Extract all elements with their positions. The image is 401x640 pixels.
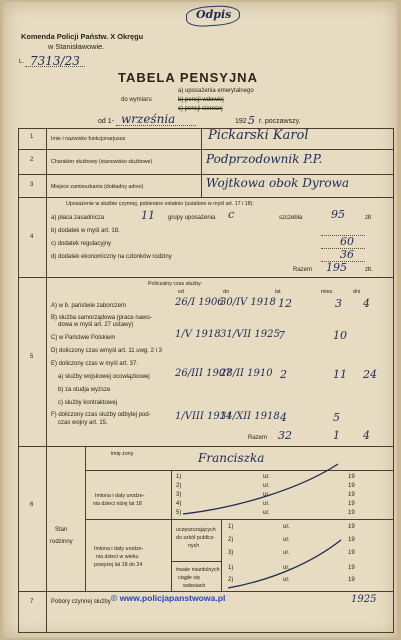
row-5-total-months: 1 <box>333 429 340 442</box>
child-1-number: 1) <box>176 474 182 480</box>
row-6-ages-label-1: Imiona i daty urodze- <box>94 546 144 552</box>
row-6-school-label-3: nych <box>188 543 200 549</box>
row-5-a-label: A) w b. państwie zaborczem <box>51 303 127 309</box>
reg-prefix: L. <box>19 59 25 65</box>
child-5-ur: ur. <box>263 510 270 516</box>
row-5-f-label-2: czas wojny art. 15. <box>58 420 108 426</box>
row-5-eb-label: b) za studja wyższe <box>58 387 111 393</box>
older-child-4-year: 19 <box>348 565 355 571</box>
row-4-a-amount: 95 <box>331 208 345 221</box>
row-1-value: Pickarski Karol <box>208 128 309 143</box>
older-child-5-year: 19 <box>348 577 355 583</box>
child-5-number: 5) <box>176 510 182 516</box>
row-5-a-from: 26/I 1906 <box>175 297 224 308</box>
row-5-b-label-1: B) służba samorządowa (prace nawo- <box>51 315 152 321</box>
row-2-number: 2 <box>30 157 34 163</box>
row-6-school-label-1: uczęszczających <box>176 527 216 533</box>
row-6-incapable-label-2: ciągłe się <box>178 575 201 581</box>
org-line-2: w Stanisławowie. <box>48 42 105 51</box>
row-5-d-label: D) doliczony czas wmyśl art. 11 uwg. 2 i 3 <box>51 348 162 354</box>
child-4-number: 4) <box>176 501 182 507</box>
row-5-a-years: 12 <box>278 297 292 310</box>
row-6-incapable-label-3: wdaniach <box>183 583 206 589</box>
row-5-b-label-2: dowa w myśl art. 27 ustawy) <box>58 322 134 328</box>
row-4-a-label: a) płaca zasadnicza <box>51 215 105 221</box>
row-4-c-amount: 60 <box>340 235 354 248</box>
row-5-a-to: 30/IV 1918 <box>220 297 276 308</box>
row-5-ea-years: 2 <box>280 368 287 381</box>
older-child-5-ur: ur. <box>283 577 290 583</box>
row-6-children18-label-2: nia dzieci niżej lat 18 <box>93 501 142 507</box>
older-child-3-number: 3) <box>228 550 234 556</box>
row-7-label: Pobory czynnej służby <box>51 599 111 605</box>
child-3-year: 19 <box>348 492 355 498</box>
row-6-number: 6 <box>30 502 34 508</box>
row-5-a-days: 4 <box>363 297 370 310</box>
date-year-suffix: 5 <box>248 114 255 127</box>
title-line-a: a) uposażenia emerytalnego <box>178 88 254 94</box>
older-child-4-number: 1) <box>228 565 234 571</box>
row-7-number: 7 <box>30 599 34 605</box>
row-4-b-label: b) dodatek w myśl art. 18. <box>51 228 120 234</box>
date-year-prefix: 192 <box>235 118 247 125</box>
row-5-ea-label: a) służby wojskowej ocowiązkowej <box>58 374 150 380</box>
title-line-c: c) pensji sierocej <box>178 106 223 112</box>
row-4-a-stage: szczebla <box>279 215 303 221</box>
row-1-number: 1 <box>30 134 34 140</box>
row-4-c-label: c) dodatek regulacyjny <box>51 241 112 247</box>
older-child-1-year: 19 <box>348 524 355 530</box>
title-line-b: b) pensji wdowiej <box>178 97 224 103</box>
cross-out-strokes <box>3 2 397 638</box>
child-5-year: 19 <box>348 510 355 516</box>
row-5-col-lat: lat <box>275 289 281 295</box>
child-4-ur: ur. <box>263 501 270 507</box>
row-5-c-years: 7 <box>278 329 285 342</box>
row-5-total-days: 4 <box>363 429 370 442</box>
row-2-value: Podprzodownik P.P. <box>206 152 323 166</box>
older-child-3-ur: ur. <box>283 550 290 556</box>
row-4-d-amount: 36 <box>340 248 354 261</box>
row-4-number: 4 <box>30 234 34 240</box>
row-5-c-from: 1/V 1918 <box>175 329 221 340</box>
row-6-wife-label: imię żony <box>111 451 134 457</box>
row-4-a-mid: grupy uposażenia <box>168 215 216 221</box>
row-5-f-label-1: F) doliczony czas służby odbytej pod- <box>51 412 151 418</box>
older-child-1-ur: ur. <box>283 524 290 530</box>
date-tail: r. poczawszy. <box>259 118 301 125</box>
date-od: od 1- <box>98 118 114 125</box>
row-5-number: 5 <box>30 354 34 360</box>
child-1-ur: ur. <box>263 474 270 480</box>
row-1-label: Imie i nazwisko funkcjonarjusza <box>51 136 126 142</box>
row-5-a-months: 3 <box>335 297 342 310</box>
older-child-1-number: 1) <box>228 524 234 530</box>
child-1-year: 19 <box>348 474 355 480</box>
row-5-c-to: 31/VII 1925 <box>220 329 280 340</box>
row-4-a-step: c <box>228 208 235 221</box>
row-7-year: 1925 <box>351 594 377 605</box>
row-4-total-unit: złt. <box>365 267 373 273</box>
row-3-value: Wojtkowa obok Dyrowa <box>206 176 350 190</box>
reg-number: 7313/23 <box>30 54 80 68</box>
older-child-2-ur: ur. <box>283 537 290 543</box>
row-5-c-months: 10 <box>333 329 347 342</box>
row-6-incapable-label-1: trwale niezdolnych <box>176 567 220 573</box>
row-4-intro: Uposażenie w służbie czynnej, pobierane ostatnio (ustalone w myśl art. 17 i 18): <box>66 201 254 207</box>
watermark: © www.policjapanstwowa.pl <box>111 593 226 603</box>
row-5-e-label: E) doliczony czas w myśl art. 37. <box>51 361 139 367</box>
row-5-col-dni: dni <box>353 289 361 295</box>
row-5-total-years: 32 <box>278 429 292 442</box>
child-2-ur: ur. <box>263 483 270 489</box>
row-4-a-grade: 11 <box>141 209 155 222</box>
row-5-ea-days: 24 <box>363 368 377 381</box>
row-5-ea-from: 26/III 1907 <box>175 368 232 379</box>
row-4-a-unit: złt <box>365 215 371 221</box>
row-6-ages-label-3: powyżej lat 18 do 24 <box>94 562 143 568</box>
row-5-ea-months: 11 <box>333 368 347 381</box>
document-title: TABELA PENSYJNA <box>118 70 258 85</box>
row-5-f-years: 4 <box>280 411 287 424</box>
row-4-total-label: Razem <box>293 267 313 273</box>
row-5-c-label: C) w Państwie Polskiem <box>51 335 116 341</box>
row-5-col-do: do <box>223 289 229 295</box>
row-5-f-months: 5 <box>333 411 340 424</box>
row-5-ec-label: c) służby kontraktowej <box>58 400 118 406</box>
older-child-5-number: 2) <box>228 577 234 583</box>
date-month: września <box>121 112 176 126</box>
older-child-4-ur: ur. <box>283 565 290 571</box>
pension-document <box>3 2 397 638</box>
row-3-number: 3 <box>30 182 34 188</box>
older-child-2-year: 19 <box>348 537 355 543</box>
row-5-col-mies: mies. <box>321 289 334 295</box>
row-5-f-from: 1/VIII 1914 <box>175 411 233 422</box>
row-5-total-label: Razem <box>248 435 268 441</box>
row-6-ages-label-2: nia dzieci w wieku <box>96 554 139 560</box>
row-2-label: Charakter służbowy (stanowisko służbowe) <box>51 159 153 165</box>
row-6-school-label-2: do szkół publicz- <box>176 535 216 541</box>
child-3-ur: ur. <box>263 492 270 498</box>
row-3-label: Miejsce zamieszkania (dokładny adres) <box>51 184 144 190</box>
row-4-d-label: d) dodatek ekonomiczny na członków rodziny <box>51 254 172 260</box>
stamp-label: Odpis <box>196 8 232 21</box>
row-6-children18-label-1: Imiona i daty urodze- <box>95 493 145 499</box>
row-5-intro: Policzalny czas służby: <box>148 281 203 287</box>
row-5-col-od: od <box>178 289 184 295</box>
child-2-year: 19 <box>348 483 355 489</box>
older-child-3-year: 19 <box>348 550 355 556</box>
child-3-number: 3) <box>176 492 182 498</box>
older-child-2-number: 2) <box>228 537 234 543</box>
row-5-f-to: 31/XII 1918 <box>220 411 280 422</box>
title-line-b-pre: do wymiaru <box>121 97 152 103</box>
row-6-side-label-2: rodzinny <box>50 539 73 545</box>
row-5-ea-to: 28/II 1910 <box>220 368 273 379</box>
child-2-number: 2) <box>176 483 182 489</box>
child-4-year: 19 <box>348 501 355 507</box>
row-6-wife-value: Franciszka <box>198 451 265 465</box>
row-4-total-amount: 195 <box>326 261 347 274</box>
org-line-1: Komenda Policji Państw. X Okręgu <box>21 32 144 41</box>
row-6-side-label-1: Stan <box>55 527 68 533</box>
